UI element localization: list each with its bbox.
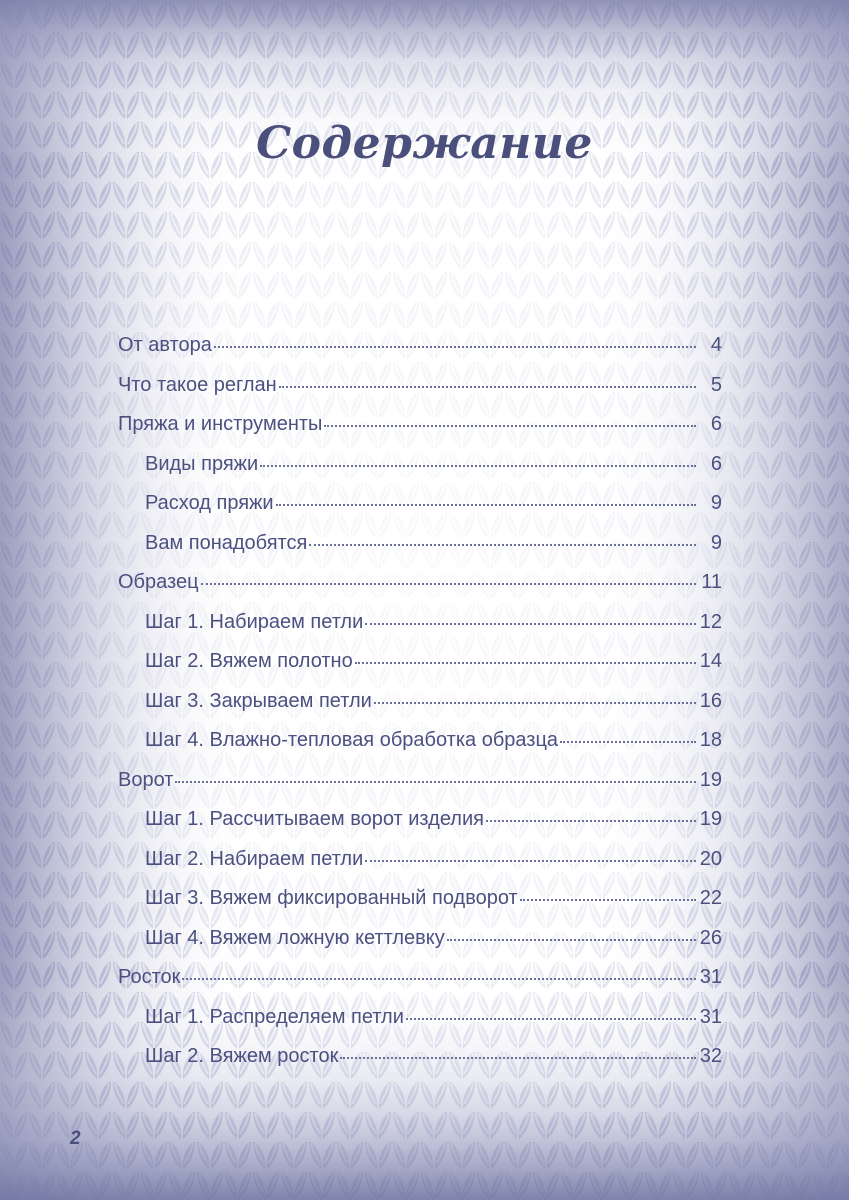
- toc-entry[interactable]: [118, 405, 722, 445]
- toc-entry-page: 6: [710, 413, 722, 435]
- toc-entry-page: 5: [710, 373, 722, 396]
- toc-entry[interactable]: [118, 879, 722, 919]
- toc-dot-leader: [182, 978, 695, 980]
- toc-entry-label: Шаг 4. Влажно-тепловая обработка образца: [145, 729, 559, 751]
- toc-entry-label: Шаг 1. Рассчитываем ворот изделия: [145, 808, 484, 830]
- table-of-contents: [118, 326, 722, 1077]
- toc-dot-leader: [374, 702, 696, 704]
- toc-dot-leader: [340, 1057, 695, 1059]
- toc-entry[interactable]: [118, 761, 722, 801]
- toc-entry-label: Шаг 2. Вяжем росток: [145, 1045, 339, 1067]
- toc-entry-label: Что такое реглан: [118, 373, 277, 396]
- toc-entry-label: Вам понадобятся: [145, 531, 308, 554]
- toc-entry-label: Шаг 1. Распределяем петли: [145, 1005, 404, 1028]
- toc-entry-page: 16: [699, 689, 722, 712]
- toc-entry-page: 31: [699, 966, 722, 988]
- page-number: 2: [70, 1128, 81, 1149]
- toc-entry-page: 4: [710, 334, 722, 356]
- toc-dot-leader: [324, 425, 696, 427]
- toc-entry-label: Шаг 3. Вяжем фиксированный подворот: [145, 887, 518, 909]
- toc-entry-label: Шаг 4. Вяжем ложную кеттлевку: [145, 926, 445, 949]
- toc-entry-label: Шаг 3. Закрываем петли: [145, 689, 372, 712]
- toc-dot-leader: [260, 465, 696, 467]
- toc-dot-leader: [365, 623, 695, 625]
- toc-entry-label: Ворот: [118, 768, 174, 791]
- toc-dot-leader: [276, 504, 696, 506]
- toc-entry[interactable]: [118, 919, 722, 959]
- toc-entry-label: Расход пряжи: [145, 492, 274, 514]
- toc-entry[interactable]: [118, 721, 722, 761]
- toc-dot-leader: [355, 662, 696, 664]
- toc-entry[interactable]: [118, 998, 722, 1038]
- toc-dot-leader: [447, 939, 696, 941]
- toc-entry-page: 31: [699, 1005, 722, 1028]
- toc-dot-leader: [175, 781, 695, 783]
- toc-entry-page: 9: [710, 492, 722, 514]
- toc-entry-label: Шаг 1. Набираем петли: [145, 610, 364, 633]
- toc-entry-label: Шаг 2. Набираем петли: [145, 847, 364, 870]
- toc-entry[interactable]: [118, 603, 722, 643]
- toc-entry-page: 22: [699, 887, 722, 909]
- toc-entry-page: 19: [699, 808, 722, 830]
- toc-entry-label: Виды пряжи: [145, 452, 259, 475]
- toc-entry-page: 9: [710, 531, 722, 554]
- toc-dot-leader: [279, 386, 696, 388]
- toc-entry-label: Шаг 2. Вяжем полотно: [145, 650, 353, 672]
- toc-entry-label: Пряжа и инструменты: [118, 413, 323, 435]
- toc-entry-page: 14: [699, 650, 722, 672]
- toc-entry[interactable]: [118, 1037, 722, 1077]
- toc-dot-leader: [486, 820, 696, 822]
- toc-entry-label: Росток: [118, 966, 181, 988]
- toc-entry-page: 19: [699, 768, 722, 791]
- toc-entry[interactable]: [118, 958, 722, 998]
- toc-dot-leader: [560, 741, 696, 743]
- toc-entry-page: 6: [710, 452, 722, 475]
- toc-entry[interactable]: [118, 524, 722, 564]
- toc-entry-page: 18: [699, 729, 722, 751]
- toc-dot-leader: [520, 899, 696, 901]
- toc-entry-page: 12: [699, 610, 722, 633]
- toc-dot-leader: [365, 860, 695, 862]
- toc-entry[interactable]: [118, 682, 722, 722]
- toc-entry-label: От автора: [118, 334, 212, 356]
- toc-entry[interactable]: [118, 642, 722, 682]
- toc-dot-leader: [214, 346, 696, 348]
- toc-entry-page: 20: [699, 847, 722, 870]
- toc-entry[interactable]: [118, 800, 722, 840]
- toc-entry[interactable]: [118, 484, 722, 524]
- toc-entry[interactable]: [118, 840, 722, 880]
- toc-dot-leader: [201, 583, 696, 585]
- page-title: Содержание: [256, 118, 593, 169]
- toc-entry-label: Образец: [118, 571, 199, 593]
- toc-entry-page: 11: [701, 571, 722, 593]
- toc-entry-page: 32: [699, 1045, 722, 1067]
- toc-entry[interactable]: [118, 563, 722, 603]
- toc-entry[interactable]: [118, 326, 722, 366]
- toc-entry-page: 26: [699, 926, 722, 949]
- toc-dot-leader: [309, 544, 696, 546]
- toc-entry[interactable]: [118, 445, 722, 485]
- toc-entry[interactable]: [118, 366, 722, 406]
- toc-dot-leader: [406, 1018, 696, 1020]
